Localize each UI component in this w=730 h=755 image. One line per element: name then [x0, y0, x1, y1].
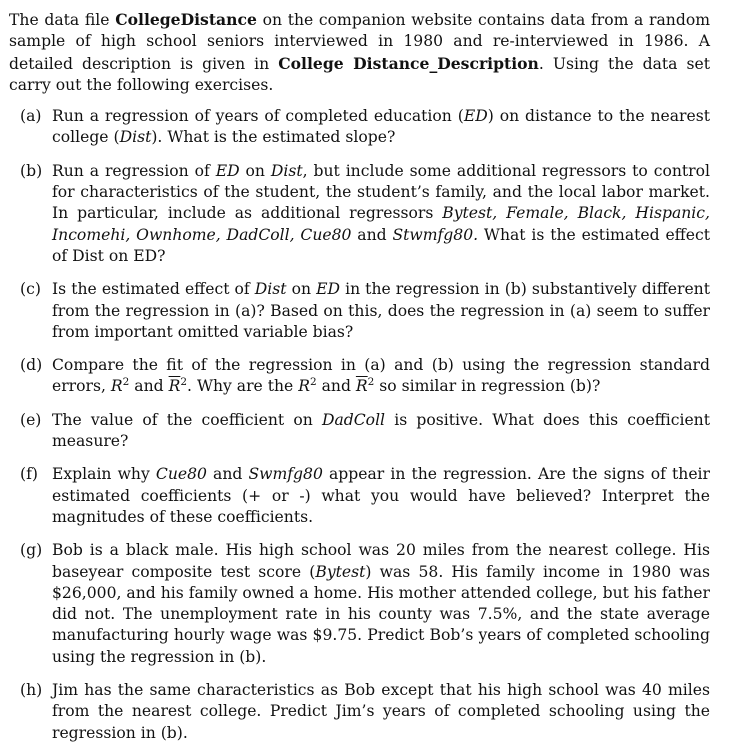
- item-text: . Why are the: [187, 377, 299, 396]
- item-text: Explain why: [52, 465, 156, 484]
- variable-name: Bytest: [315, 562, 366, 581]
- superscript: 2: [309, 376, 317, 389]
- item-text: and: [316, 377, 356, 396]
- r-squared: R: [298, 377, 310, 396]
- item-text: Jim has the same characteristics as Bob except that his high school was 40 miles from the nearest college. Predict Jim’s years of completed schooling using the regression in (b).: [52, 681, 710, 742]
- superscript: 2: [122, 376, 130, 389]
- variable-name: Dist: [119, 128, 152, 147]
- superscript: 2: [180, 376, 188, 389]
- item-text: in the regression in (b) substantively different from the regression in (a)? Based on this, does the regression in (a) seem to suffer from important omitted variable bias?: [52, 280, 710, 341]
- variable-name: Dist: [254, 280, 287, 299]
- item-label: (g): [20, 541, 43, 560]
- item-text: on: [239, 161, 271, 180]
- item-text: and: [351, 225, 393, 244]
- item-text: ). What is the estimated slope?: [151, 128, 396, 147]
- adjusted-r-squared: $\overline{R}$: [355, 377, 368, 396]
- item-text: and: [129, 377, 169, 396]
- exercise-list: [9, 106, 710, 744]
- regressor-list: Bytest, Female, Black, Hispanic, Incomehi, Ownhome, DadColl, Cue80: [52, 204, 710, 244]
- superscript: 2: [367, 376, 375, 389]
- item-text: The value of the coefficient on: [52, 410, 322, 429]
- item-text: is positive. What does this coefficient measure?: [52, 410, 710, 451]
- variable-name: Dist: [270, 161, 303, 180]
- exercise-item-f: [9, 464, 710, 528]
- variable-name: Stwmfg80.: [392, 225, 479, 244]
- item-text: Is the estimated effect of: [52, 280, 255, 299]
- variable-name: DadColl: [321, 410, 386, 429]
- r-squared: R: [110, 377, 123, 396]
- item-label: (b): [20, 161, 43, 180]
- exercise-item-g: [9, 540, 710, 668]
- item-text: What is the estimated effect of Dist on ED?: [52, 225, 710, 265]
- adjusted-r-squared: $\overline{R}$: [168, 377, 181, 396]
- item-text: ) was 58. His family income in 1980 was $26,000, and his family owned a home. His mother attended college, but his father did not. The unemployment rate in his county was 7.5%, and the state average manufacturing hourly wage was $9.75. Predict Bob’s years of completed schooling using the regression in (b).: [52, 562, 710, 666]
- item-label: (a): [20, 107, 42, 126]
- exercise-item-d: [9, 355, 710, 398]
- item-text: Bob is a black male. His high school was 20 miles from the nearest college. His baseyear composite test score (: [52, 541, 710, 581]
- item-text: Compare the fit of the regression in (a) and (b) using the regression standard errors,: [52, 356, 710, 396]
- variable-name: ED: [215, 161, 240, 180]
- item-label: (d): [20, 356, 43, 375]
- item-text: on: [286, 280, 317, 299]
- item-label: (c): [20, 280, 41, 299]
- variable-name: Swmfg80: [248, 465, 323, 484]
- intro-paragraph: [9, 9, 710, 96]
- item-label: (h): [20, 681, 43, 700]
- item-text: so similar in regression (b)?: [374, 377, 601, 396]
- item-label: (e): [20, 410, 42, 429]
- item-text: , but include some additional regressors to control for characteristics of the student, the student’s family, and the local labor market. In particular, include as additional regressors: [52, 161, 710, 223]
- exercise-item-b: [9, 161, 710, 267]
- variable-name: ED: [316, 280, 341, 299]
- intro-text: on the companion website contains data from a random sample of high school seniors interviewed in 1980 and re-interviewed in 1986. A detailed description is given in: [9, 11, 710, 73]
- exercise-item-h: [9, 680, 710, 744]
- exercise-item-e: [9, 410, 710, 453]
- data-file-name: CollegeDistance: [115, 10, 257, 29]
- item-text: ) on distance to the nearest college (: [52, 107, 710, 147]
- item-text: and: [206, 465, 249, 484]
- item-text: Run a regression of: [52, 161, 216, 180]
- intro-text: The data file: [9, 11, 116, 29]
- item-text: appear in the regression. Are the signs of their estimated coefficients (+ or -) what you would have believed? Interpret the magnitudes of these coefficients.: [52, 465, 710, 526]
- description-file-name: College Distance_Description: [278, 53, 539, 73]
- variable-name: ED: [463, 107, 488, 126]
- item-label: (f): [20, 465, 38, 484]
- intro-text: . Using the data set carry out the following exercises.: [9, 54, 710, 94]
- variable-name: Cue80: [155, 465, 207, 484]
- exercise-item-c: [9, 279, 710, 343]
- exercise-item-a: [9, 106, 710, 149]
- item-text: Run a regression of years of completed education (: [52, 107, 464, 126]
